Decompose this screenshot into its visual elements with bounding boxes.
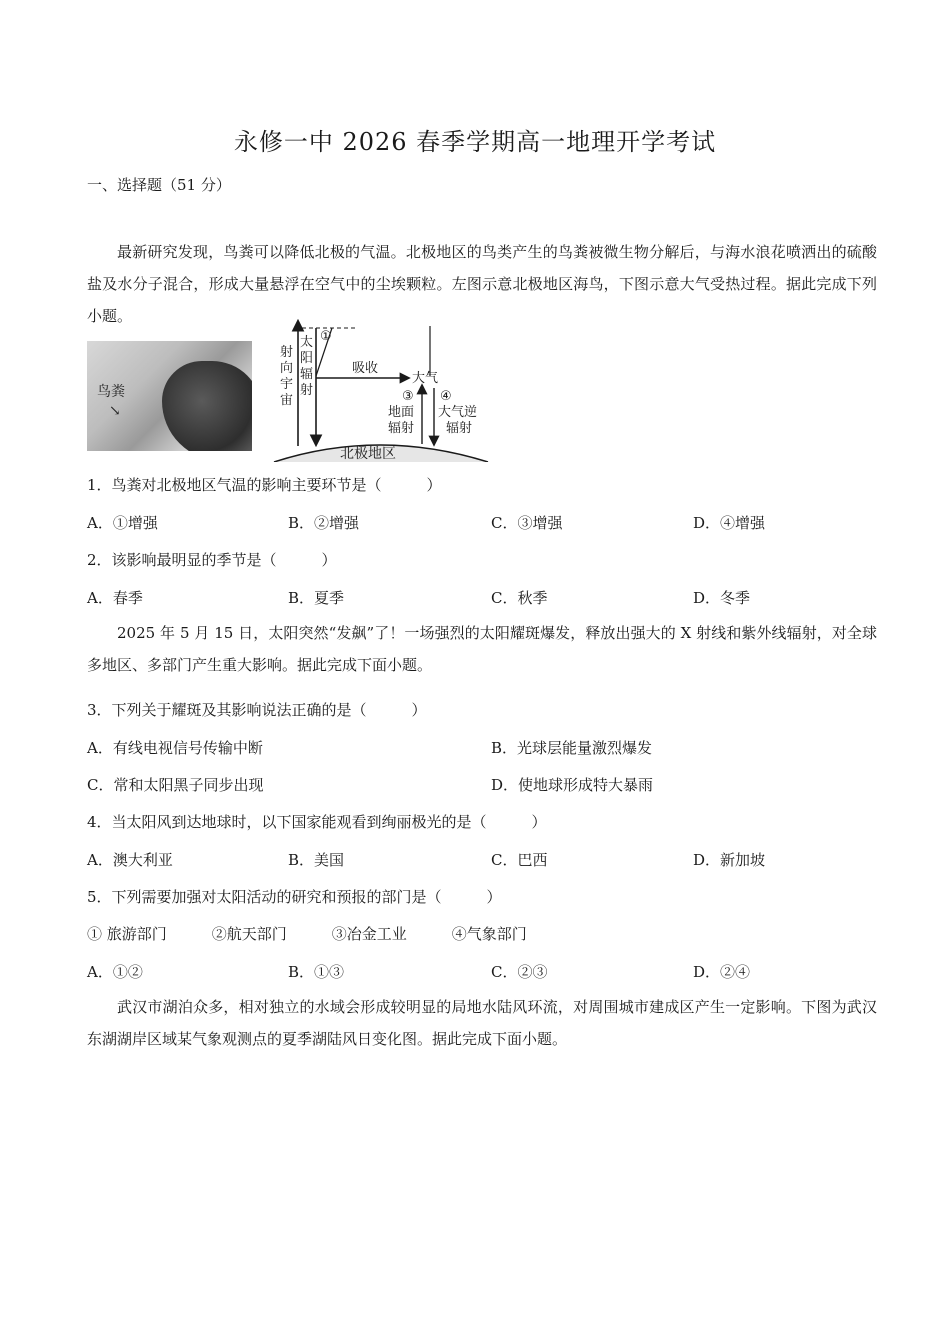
question-3-stem: 3．下列关于耀斑及其影响说法正确的是（ ） [87,701,427,719]
question-5-stem: 5．下列需要加强对太阳活动的研究和预报的部门是（ ） [87,888,502,906]
label-2-char-2: 向 [280,361,294,376]
q5-option-c: C．②③ [491,963,548,981]
passage-1: 最新研究发现，鸟粪可以降低北极的气温。北极地区的鸟类产生的鸟粪被微生物分解后，与海水浪花喷洒出的硫酸盐及水分子混合，形成大量悬浮在空气中的尘埃颗粒。左图示意北极地区海鸟，下图示意大气受热过程。据此完成下列小题。 [87,243,877,325]
q5-option-d: D．②④ [693,963,751,981]
counter-rad-2: 辐射 [446,421,473,436]
label-1: ① [320,329,332,344]
question-4-stem: 4．当太阳风到达地球时，以下国家能观看到绚丽极光的是（ ） [87,813,547,831]
section-heading: 一、选择题（51 分） [87,176,231,194]
q2-option-a: A．春季 [87,589,143,607]
rock-shape [162,361,252,451]
label-4: ④ [440,389,452,404]
q5-option-a: A．①② [87,963,143,981]
passage-2: 2025 年 5 月 15 日，太阳突然“发飙”了！一场强烈的太阳耀斑爆发，释放出强大的 X 射线和紫外线辐射，对全球多地区、多部门产生重大影响。据此完成下面小题。 [87,624,877,674]
q2-option-d: D．冬季 [693,589,751,607]
q1-option-c: C．③增强 [491,514,563,532]
q5-option-b: B．①③ [288,963,345,981]
q2-option-c: C．秋季 [491,589,548,607]
passage-3: 武汉市湖泊众多，相对独立的水域会形成较明显的局地水陆风环流，对周围城市建成区产生一定影响。下图为武汉东湖湖岸区域某气象观测点的夏季湖陆风日变化图。据此完成下面小题。 [87,998,877,1048]
counter-rad-1: 大气逆 [438,405,478,420]
absorb-label: 吸收 [352,361,379,376]
label-2-char-3: 宇 [280,377,294,392]
seabird-photo [87,341,252,451]
q1-option-a: A．①增强 [87,514,158,532]
label-3: ③ [402,389,414,404]
region-label: 北极地区 [340,446,396,462]
solar-char-4: 射 [300,383,314,398]
q1-option-d: D．④增强 [693,514,766,532]
label-2-char-4: 宙 [280,393,294,408]
q3-option-a: A．有线电视信号传输中断 [87,739,263,757]
ground-rad-1: 地面 [388,405,415,420]
solar-char-2: 阳 [300,351,314,366]
atmosphere-label: 大气 [412,371,439,386]
q4-option-a: A．澳大利亚 [87,851,173,869]
q4-option-d: D．新加坡 [693,851,766,869]
photo-label: 鸟粪 [97,384,125,400]
q4-option-b: B．美国 [288,851,345,869]
question-1-stem: 1．鸟粪对北极地区气温的影响主要环节是（ ） [87,476,442,494]
q2-option-b: B．夏季 [288,589,345,607]
question-5-items: ① 旅游部门 ②航天部门 ③冶金工业 ④气象部门 [87,925,527,943]
question-2-stem: 2．该影响最明显的季节是（ ） [87,551,337,569]
solar-char-3: 辐 [300,367,314,382]
q1-option-b: B．②增强 [288,514,360,532]
page-title: 永修一中 2026 春季学期高一地理开学考试 [233,128,717,156]
label-2-char-1: 射 [280,345,294,360]
solar-char-1: 太 [300,335,314,350]
q3-option-c: C．常和太阳黑子同步出现 [87,776,264,794]
q3-option-b: B．光球层能量激烈爆发 [491,739,653,757]
arrow-icon: ↘ [109,403,121,419]
ground-rad-2: 辐射 [388,421,415,436]
q4-option-c: C．巴西 [491,851,548,869]
q3-option-d: D．使地球形成特大暴雨 [491,776,654,794]
atmosphere-heating-diagram [266,316,492,462]
